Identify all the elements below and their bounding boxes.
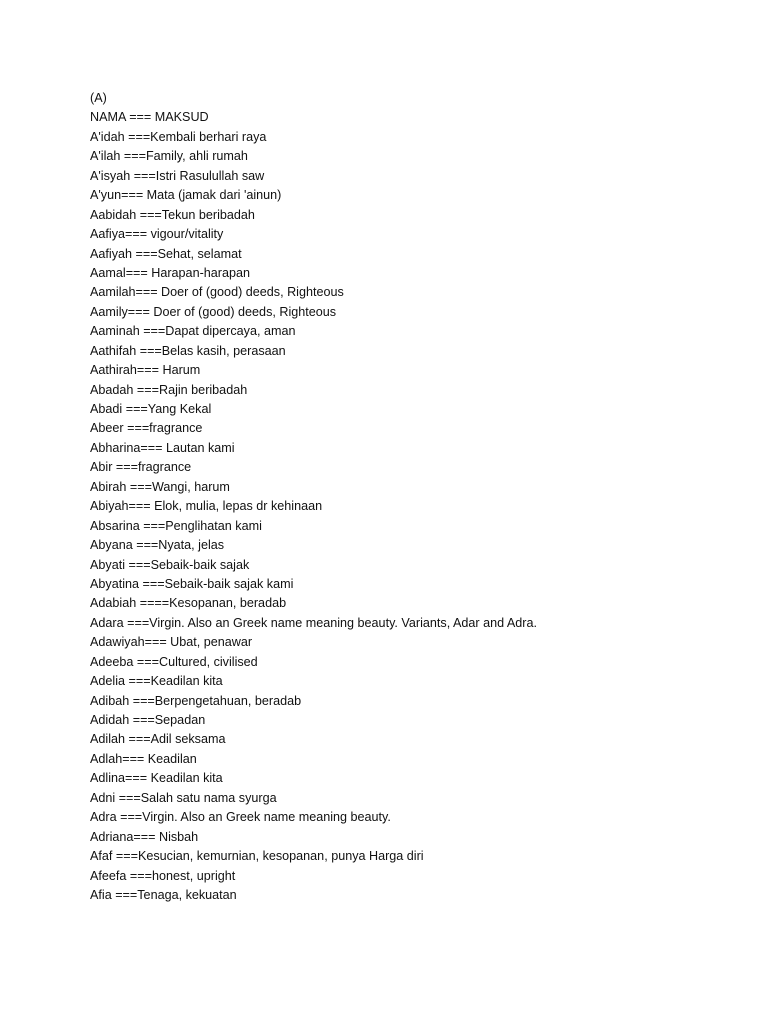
- list-item: Adlina=== Keadilan kita: [90, 771, 223, 786]
- list-item: Abeer ===fragrance: [90, 421, 203, 436]
- list-item: Abiyah=== Elok, mulia, lepas dr kehinaan: [90, 499, 323, 514]
- list-item: Adlah=== Keadilan: [90, 751, 197, 766]
- list-item: Abirah ===Wangi, harum: [90, 479, 230, 494]
- list-item: Afia ===Tenaga, kekuatan: [90, 887, 237, 902]
- list-item: Adelia ===Keadilan kita: [90, 674, 223, 689]
- list-item: Adni ===Salah satu nama syurga: [90, 790, 277, 805]
- name-meaning-list: [90, 89, 537, 905]
- list-item: Afeefa ===honest, upright: [90, 868, 236, 883]
- list-item: A'yun=== Mata (jamak dari 'ainun): [90, 188, 282, 203]
- list-item: Adriana=== Nisbah: [90, 829, 199, 844]
- list-item: Abyatina ===Sebaik-baik sajak kami: [90, 576, 294, 591]
- list-item: Aamal=== Harapan-harapan: [90, 265, 250, 280]
- list-item: A'isyah ===Istri Rasulullah saw: [90, 168, 265, 183]
- list-item: A'idah ===Kembali berhari raya: [90, 129, 267, 144]
- list-item: Adilah ===Adil seksama: [90, 732, 226, 747]
- list-item: Adra ===Virgin. Also an Greek name meaning beauty.: [90, 810, 391, 825]
- list-item: Aamily=== Doer of (good) deeds, Righteous: [90, 304, 337, 319]
- list-item: Adidah ===Sepadan: [90, 713, 206, 727]
- list-item: Abyati ===Sebaik-baik sajak: [90, 557, 250, 572]
- list-item: Aafiyah ===Sehat, selamat: [90, 246, 242, 261]
- list-item: Abharina=== Lautan kami: [90, 440, 235, 455]
- list-item: Aamilah=== Doer of (good) deeds, Righteous: [90, 285, 344, 300]
- list-item: Afaf ===Kesucian, kemurnian, kesopanan, punya Harga diri: [90, 849, 424, 864]
- list-item: Aaminah ===Dapat dipercaya, aman: [90, 324, 296, 339]
- list-item: Aathirah=== Harum: [90, 363, 201, 378]
- list-item: Adabiah ====Kesopanan, beradab: [90, 596, 287, 611]
- list-item: Abadi ===Yang Kekal: [90, 402, 212, 416]
- list-item: A'ilah ===Family, ahli rumah: [90, 149, 248, 164]
- list-item: Abir ===fragrance: [90, 460, 192, 475]
- column-header: NAMA === MAKSUD: [90, 110, 209, 125]
- list-item: Abyana ===Nyata, jelas: [90, 538, 225, 553]
- list-item: Adara ===Virgin. Also an Greek name meaning beauty. Variants, Adar and Adra.: [90, 615, 538, 630]
- list-item: Aathifah ===Belas kasih, perasaan: [90, 343, 286, 358]
- list-item: Adeeba ===Cultured, civilised: [90, 654, 258, 669]
- list-item: Adawiyah=== Ubat, penawar: [90, 635, 253, 650]
- list-item: Aafiya=== vigour/vitality: [90, 227, 224, 242]
- section-heading: (A): [90, 91, 107, 105]
- list-item: Absarina ===Penglihatan kami: [90, 518, 262, 533]
- list-item: Adibah ===Berpengetahuan, beradab: [90, 693, 302, 708]
- list-item: Abadah ===Rajin beribadah: [90, 382, 248, 397]
- list-item: Aabidah ===Tekun beribadah: [90, 207, 255, 222]
